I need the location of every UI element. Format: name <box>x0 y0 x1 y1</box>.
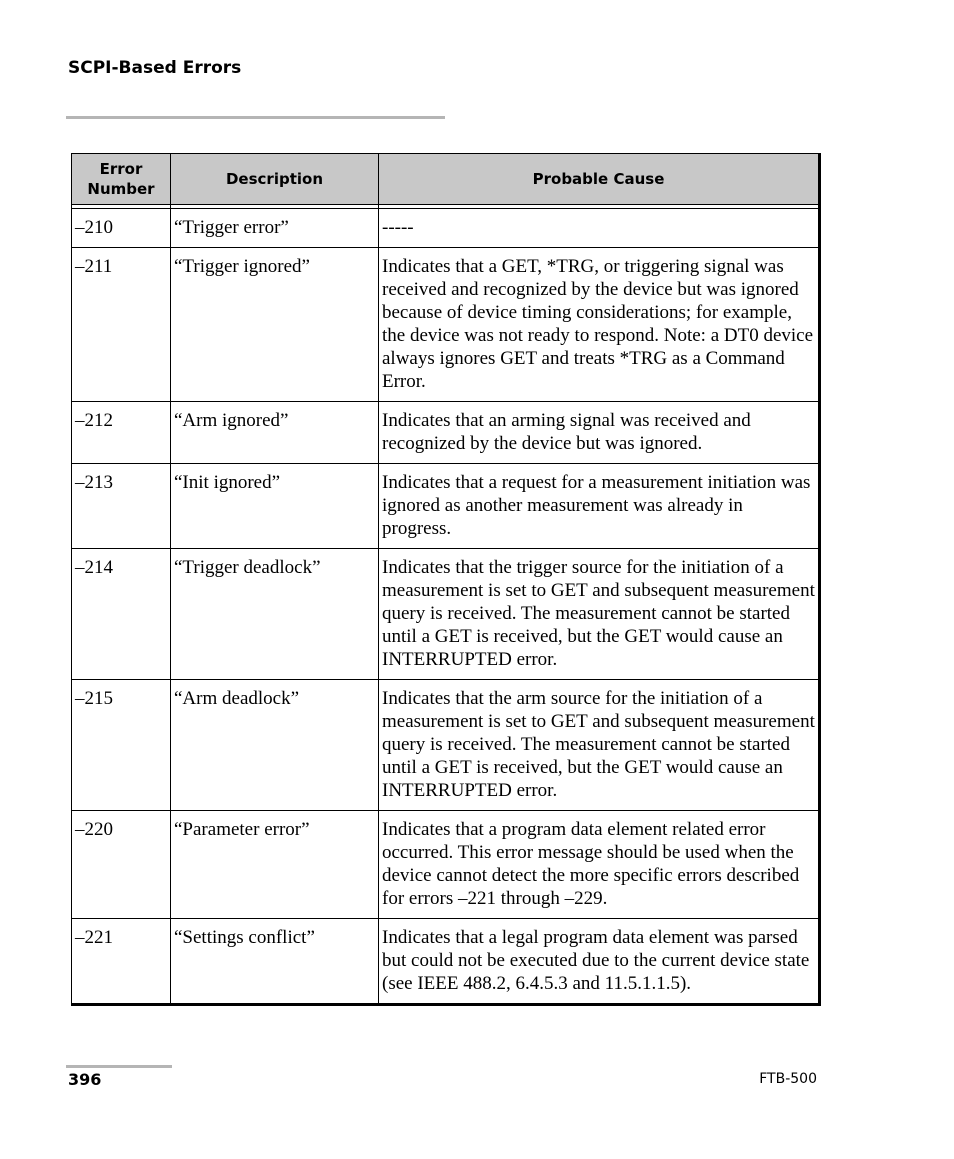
error-number: –212 <box>72 402 171 464</box>
error-cause: Indicates that a GET, *TRG, or triggering signal was received and recognized by the device but was ignored because of device timing considerations; for example, the device was not ready to respond. Note: a DT0 device always ignores GET and treats *TRG as a Command Error. <box>379 248 820 402</box>
table-row <box>72 248 820 402</box>
error-description: “Init ignored” <box>171 464 379 549</box>
error-cause: Indicates that an arming signal was received and recognized by the device but was ignored. <box>379 402 820 464</box>
error-description: “Arm ignored” <box>171 402 379 464</box>
table-row <box>72 209 820 248</box>
error-cause: Indicates that a legal program data element was parsed but could not be executed due to the current device state (see IEEE 488.2, 6.4.5.3 and 11.5.1.1.5). <box>379 919 820 1005</box>
error-description: “Parameter error” <box>171 811 379 919</box>
error-description: “Arm deadlock” <box>171 680 379 811</box>
column-header-error-number-label: Error Number <box>87 160 155 198</box>
page-number: 396 <box>68 1070 102 1089</box>
error-number: –214 <box>72 549 171 680</box>
error-description: “Trigger deadlock” <box>171 549 379 680</box>
table-row <box>72 680 820 811</box>
error-number: –221 <box>72 919 171 1005</box>
product-name: FTB-500 <box>759 1071 817 1087</box>
table-row <box>72 402 820 464</box>
table-row <box>72 549 820 680</box>
footer-divider <box>66 1065 172 1068</box>
error-cause: Indicates that the arm source for the initiation of a measurement is set to GET and subsequent measurement query is received. The measurement cannot be started until a GET is received, but the GET would cause an INTERRUPTED error. <box>379 680 820 811</box>
error-description: “Trigger error” <box>171 209 379 248</box>
column-header-probable-cause: Probable Cause <box>379 154 820 205</box>
error-number: –220 <box>72 811 171 919</box>
error-number: –210 <box>72 209 171 248</box>
error-cause: Indicates that the trigger source for the initiation of a measurement is set to GET and subsequent measurement query is received. The measurement cannot be started until a GET is received, but the GET would cause an INTERRUPTED error. <box>379 549 820 680</box>
top-divider <box>66 116 445 119</box>
error-description: “Trigger ignored” <box>171 248 379 402</box>
error-number: –213 <box>72 464 171 549</box>
column-header-description: Description <box>171 154 379 205</box>
table-row <box>72 811 820 919</box>
error-description: “Settings conflict” <box>171 919 379 1005</box>
error-number: –215 <box>72 680 171 811</box>
error-number: –211 <box>72 248 171 402</box>
section-title: SCPI-Based Errors <box>68 58 242 78</box>
column-header-error-number <box>72 154 171 205</box>
table-header-row <box>72 154 820 205</box>
error-cause: Indicates that a request for a measurement initiation was ignored as another measurement was already in progress. <box>379 464 820 549</box>
error-cause: Indicates that a program data element related error occurred. This error message should be used when the device cannot detect the more specific errors described for errors –221 through –229. <box>379 811 820 919</box>
table-row <box>72 919 820 1005</box>
table-row <box>72 464 820 549</box>
error-table <box>71 153 821 1006</box>
error-cause: ----- <box>379 209 820 248</box>
